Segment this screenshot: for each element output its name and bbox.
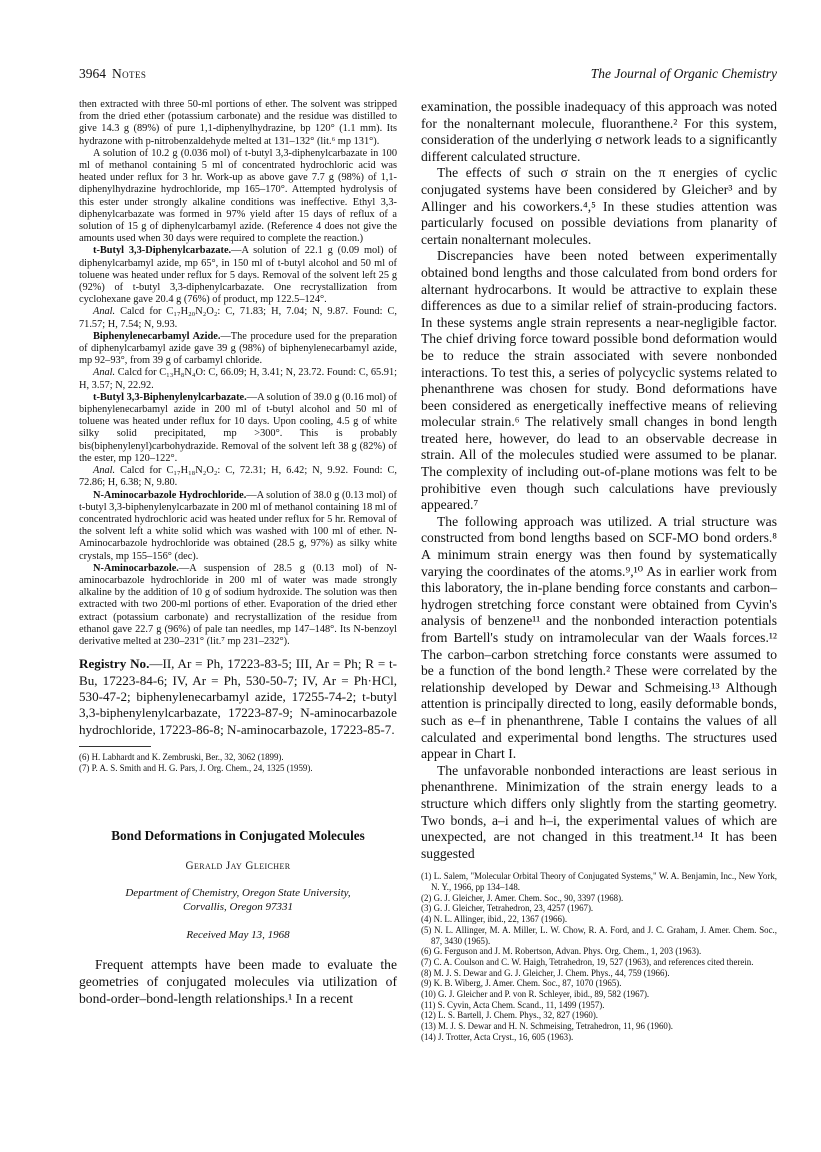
- analysis-text: Calcd for C₁₇H₂₀N₂O₂: C, 71.83; H, 7.04; N, 9.87. Found: C, 71.57; H, 7.54; N, 9.93.: [79, 306, 397, 330]
- footnote: (12) L. S. Bartell, J. Chem. Phys., 32, 827 (1960).: [421, 1010, 598, 1021]
- analysis-label: Anal.: [93, 306, 116, 318]
- footnote: (5) N. L. Allinger, M. A. Miller, L. W. Chow, R. A. Ford, and J. C. Graham, J. Amer. Chem. Soc., 87, 3430 (1965).: [421, 924, 777, 946]
- affiliation-line: Department of Chemistry, Oregon State University,: [125, 887, 351, 900]
- procedure-paragraph: [79, 331, 397, 368]
- footnote: (6) H. Labhardt and K. Zembruski, Ber., 32, 3062 (1899).: [79, 752, 284, 763]
- footnote: (6) G. Ferguson and J. M. Robertson, Advan. Phys. Org. Chem., 1, 203 (1963).: [421, 946, 702, 957]
- procedure-paragraph: [79, 245, 397, 306]
- procedure-heading: t-Butyl 3,3-Biphenylenylcarbazate.: [93, 391, 247, 403]
- page-number: 3964: [79, 66, 106, 81]
- footnote: (14) J. Trotter, Acta Cryst., 16, 605 (1963).: [421, 1031, 574, 1042]
- section-name: Notes: [112, 66, 147, 81]
- procedure-text: —A solution of 22.1 g (0.09 mol) of diphenylcarbamyl azide, mp 65°, in 150 ml of t-butyl alcohol and 50 ml of toluene was heated under reflux for 5 days. Removal of the solvent left 25 g (92%) of t-butyl 3,3-diphenylcarbazate. One recrystallization from cyclohexane gave 20.4 g (76%) of product, mp 122.5–124°.: [79, 245, 397, 306]
- footnote: (3) G. J. Gleicher, Tetrahedron, 23, 4257 (1967).: [421, 903, 594, 914]
- footnote: (13) M. J. S. Dewar and H. N. Schmeising, Tetrahedron, 11, 96 (1960).: [421, 1021, 674, 1032]
- footnote: (1) L. Salem, "Molecular Orbital Theory of Conjugated Systems," W. A. Benjamin, Inc., New York, N. Y., 1966, pp 134–148.: [421, 871, 777, 893]
- article-body: [421, 99, 777, 862]
- procedure-heading: t-Butyl 3,3-Diphenylcarbazate.: [93, 245, 232, 257]
- paragraph: examination, the possible inadequacy of this approach was noted for the nonalternant molecule, fluoranthene.² For this system, consideration of the underlying σ network leads to a significantly different calculated structure.: [421, 99, 777, 164]
- footnote: (2) G. J. Gleicher, J. Amer. Chem. Soc., 90, 3397 (1968).: [421, 892, 624, 903]
- analysis-text: Calcd for C₁₇H₁₈N₂O₂: C, 72.31; H, 6.42; N, 9.92. Found: C, 72.86; H, 6.38; N, 9.80.: [79, 465, 397, 489]
- footnote: (4) N. L. Allinger, ibid., 22, 1367 (1966).: [421, 914, 568, 925]
- footnote: (11) S. Cyvin, Acta Chem. Scand., 11, 1499 (1957).: [421, 999, 605, 1010]
- paragraph: Frequent attempts have been made to evaluate the geometries of conjugated molecules via utilization of bond-order–bond-length relationships.¹ In a recent: [79, 957, 397, 1006]
- registry-text: —II, Ar = Ph, 17223-83-5; III, Ar = Ph; R = t-Bu, 17223-84-6; IV, Ar = Ph, 530-50-7; IV, Ar = Ph·HCl, 530-47-2; biphenylenecarbamyl azide, 17255-74-2; t-butyl 3,3-biphenylenylcarbazate, 17223-87-9; N-aminocarbazole hydrochloride, 17223-86-8; N-aminocarbazole, 17223-85-7.: [79, 656, 397, 737]
- analysis-label: Anal.: [93, 367, 116, 379]
- procedure-paragraph: [79, 392, 397, 465]
- paragraph: A solution of 10.2 g (0.036 mol) of t-butyl 3,3-diphenylcarbazate in 100 ml of methanol containing 5 ml of concentrated hydrochloric acid was heated under reflux for 3 hr. Work-up as above gave 7.7 g (98%) of 1,1-diphenylhydrazine hydrochloride, mp 165–170°. Attempted hydrolysis of this ester under strongly alkaline conditions was ineffective. Ethyl 3,3-diphenylcarbazate was formed in 97% yield after 15 days of reflux of a solution of 15 g of diphenylcarbamyl azide. (Reference 4 does not give the amounts used when 30 days were required to complete the reaction.): [79, 147, 397, 245]
- received-date: Received May 13, 1968: [186, 929, 290, 942]
- journal-name: The Journal of Organic Chemistry: [590, 66, 777, 81]
- left-column: [79, 99, 397, 1007]
- footnote: (7) C. A. Coulson and C. W. Haigh, Tetrahedron, 19, 527 (1963), and references cited therein.: [421, 956, 754, 967]
- procedure-heading: N-Aminocarbazole Hydrochloride.: [93, 489, 247, 501]
- experimental-section: [79, 99, 397, 648]
- paragraph: The unfavorable nonbonded interactions are least serious in phenanthrene. Minimization of the strain energy leads to a structure which differs only slightly from the starting geometry. Two bonds, a–i and h–i, the experimental values of which are unexpected, are not changed in this treatment.¹⁴ It has been suggested: [421, 762, 777, 861]
- procedure-heading: Biphenylenecarbamyl Azide.: [93, 330, 221, 342]
- registry-numbers: [79, 656, 397, 738]
- footnote-divider: [79, 746, 151, 747]
- paragraph: then extracted with three 50-ml portions of ether. The solvent was stripped from the dried ether (potassium carbonate) and the residue was distilled to give 14.3 g (89%) of pure 1,1-diphenylhydrazine, bp 120° (1.1 mm). Its hydrazone with p-nitrobenzaldehyde melted at 131–132° (lit.⁶ mp 131°).: [79, 99, 397, 147]
- left-footnotes: [79, 752, 397, 773]
- analysis-text: Calcd for C₁₃H₈N₄O: C, 66.09; H, 3.41; N, 23.72. Found: C, 65.91; H, 3.57; N, 22.92.: [79, 367, 397, 391]
- right-column: [421, 99, 777, 1043]
- registry-heading: Registry No.: [79, 656, 150, 672]
- article-opening: [79, 957, 397, 1007]
- procedure-text: —A solution of 38.0 g (0.13 mol) of t-butyl 3,3-biphenylenylcarbazate in 200 ml of methanol containing 18 ml of concentrated hydrochloric acid was heated under reflux for 5 hr. Removal of the solvent left a white solid which was washed with 100 ml of ether. N-Aminocarbazole hydrochloride was obtained (28.5 g, 97%) as silky white crystals, mp 155–156° (dec).: [79, 489, 397, 562]
- paragraph: Discrepancies have been noted between experimentally obtained bond lengths and those calculated from bond orders for alternant hydrocarbons. It would be attractive to explain these differences as due to a similar relief of strain-producing factors. In these systems angle strain represents a near-negligible factor. The chief driving force toward possible bond deformation would be to reduce the strain associated with severe nonbonded interactions. To test this, a series of polycyclic systems related to phenanthrene was chosen for study. Bond deformations have been considered as energetically ineffective means of relieving molecular strain.⁶ The relatively small changes in bond length treated here, however, do lead to an observable decrease in strain. All of the molecules studied were assumed to be planar. The complexity of including out-of-plane motions was felt to be prohibitive even though such calculations have previously appeared.⁷: [421, 248, 777, 513]
- procedure-text: —The procedure used for the preparation of diphenylcarbamyl azide gave 39 g (98%) of biphenylenecarbamyl azide, mp 92–93°, from 39 g of carbamyl chloride.: [79, 330, 397, 367]
- article-title: Bond Deformations in Conjugated Molecules: [111, 828, 365, 844]
- analysis-paragraph: [79, 306, 397, 330]
- procedure-paragraph: [79, 563, 397, 648]
- footnote: (8) M. J. S. Dewar and G. J. Gleicher, J. Chem. Phys., 44, 759 (1966).: [421, 967, 670, 978]
- article-author: Gerald Jay Gleicher: [185, 860, 291, 873]
- footnote: (10) G. J. Gleicher and P. von R. Schleyer, ibid., 89, 582 (1967).: [421, 989, 650, 1000]
- paragraph: The following approach was utilized. A trial structure was constructed from bond lengths based on SCF-MO bond orders.⁸ A minimum strain energy was then found by systematically varying the coordinates of the atoms.⁹,¹⁰ As in earlier work from this laboratory, the in-plane bending force constants and carbon–hydrogen stretching force constant were obtained from Cyvin's analysis of benzene¹¹ and the nonbonded interaction potentials from Bartell's study on intramolecular van der Waals forces.¹² The carbon–carbon stretching force constants were assumed to be a function of the bond length.² These were correlated by the relationship developed by Dewar and Schmeising.¹³ Although attention is principally directed to long, easily deformable bonds, such as e–f in phenanthrene, Table I contains the values of all calculated and experimental bond lengths. The structures used appear in Chart I.: [421, 513, 777, 762]
- analysis-paragraph: [79, 465, 397, 489]
- author-affiliation: [79, 887, 397, 914]
- procedure-text: —A suspension of 28.5 g (0.13 mol) of N-aminocarbazole hydrochloride in 200 ml of water was made strongly alkaline by the addition of 10 g of sodium hydroxide. The solution was then extracted with two 200-ml portions of ether. Evaporation of the dried ether extract (potassium carbonate) and recrystallization of the residue from ethanol gave 22.7 g (96%) of pale tan needles, mp 147–148°. Its N-benzoyl derivative melted at 230–231° (lit.⁷ mp 231–232°).: [79, 562, 397, 647]
- analysis-label: Anal.: [93, 465, 116, 477]
- analysis-paragraph: [79, 367, 397, 391]
- footnote: (7) P. A. S. Smith and H. G. Pars, J. Org. Chem., 24, 1325 (1959).: [79, 762, 313, 773]
- procedure-paragraph: [79, 490, 397, 563]
- procedure-text: —A solution of 39.0 g (0.16 mol) of biphenylenecarbamyl azide in 200 ml of t-butyl alcohol and 50 ml of toluene was heated under reflux for 10 days. Upon cooling, 4.5 g of white silky solid precipitated, mp >300°. This is probably bis(biphenylenyl)carbohydrazide. Removal of the solvent left 38 g (82%) of the ester, mp 120–122°.: [79, 391, 397, 464]
- paragraph: The effects of such σ strain on the π energies of cyclic conjugated systems have been considered by Gleicher³ and by Allinger and his coworkers.⁴,⁵ In these studies attention was particularly focused on possible deviations from planarity of certain nonalternant molecules.: [421, 165, 777, 247]
- right-footnotes: [421, 871, 777, 1042]
- procedure-heading: N-Aminocarbazole.: [93, 562, 179, 574]
- footnote: (9) K. B. Wiberg, J. Amer. Chem. Soc., 87, 1070 (1965).: [421, 978, 622, 989]
- affiliation-line: Corvallis, Oregon 97331: [183, 900, 293, 913]
- running-header: [79, 66, 777, 86]
